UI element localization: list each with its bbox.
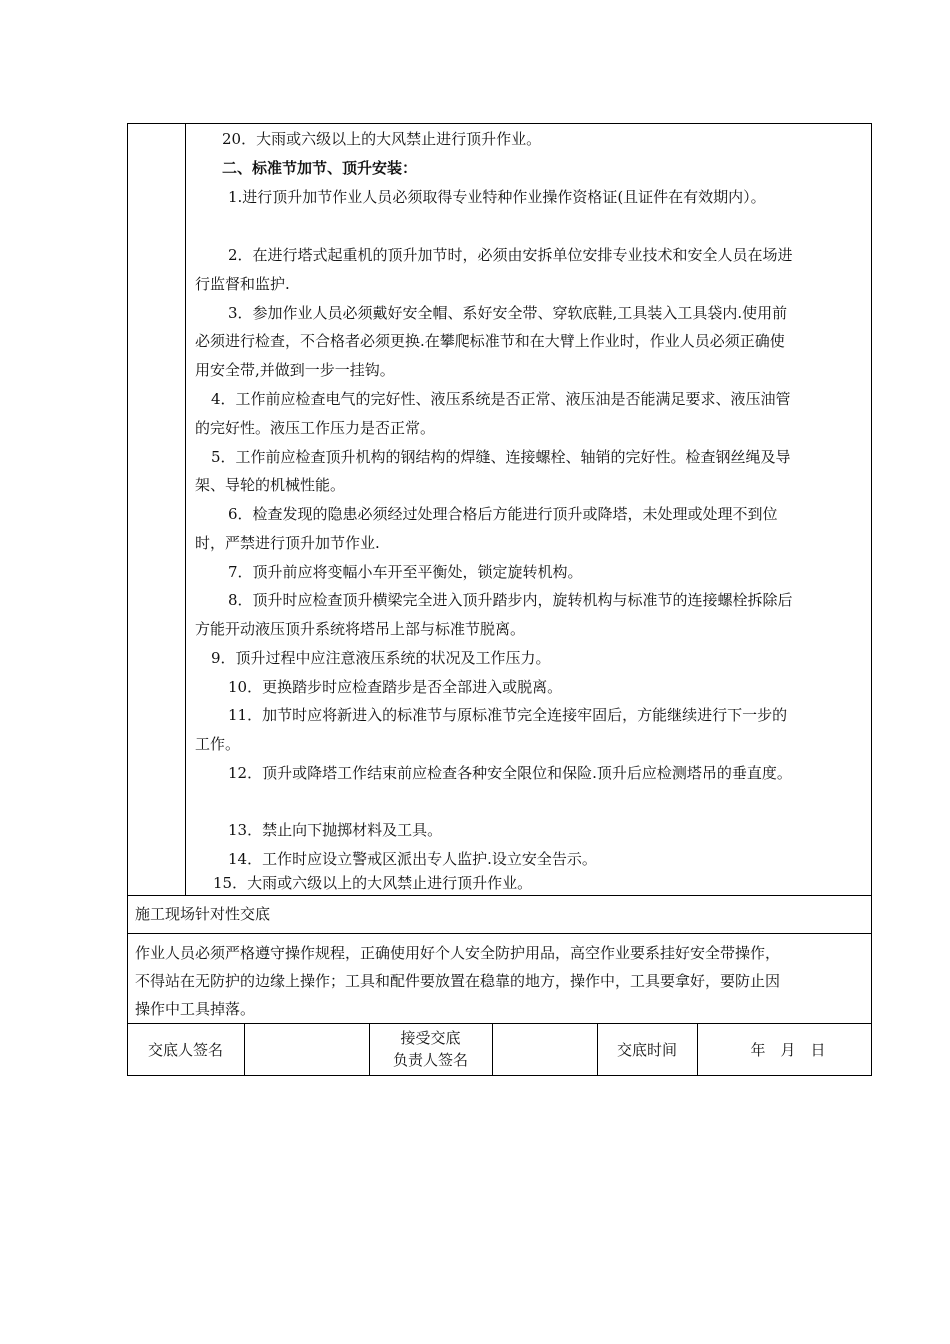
rule-line: 6．检查发现的隐患必须经过处理合格后方能进行顶升或降塔，未处理或处理不到位 bbox=[228, 505, 778, 523]
rule-line: 3．参加作业人员必须戴好安全帽、系好安全带、穿软底鞋,工具装入工具袋内.使用前 bbox=[228, 304, 788, 322]
rule-line: 必须进行检查，不合格者必须更换.在攀爬标准节和在大臂上作业时，作业人员必须正确使 bbox=[195, 332, 785, 350]
rule-line: 架、导轮的机械性能。 bbox=[195, 476, 346, 494]
rule-line: 1.进行顶升加节作业人员必须取得专业特种作业操作资格证(且证件在有效期内）。 bbox=[228, 188, 766, 206]
rule-line: 9．顶升过程中应注意液压系统的状况及工作压力。 bbox=[211, 649, 551, 667]
rule-line: 11．加节时应将新进入的标准节与原标准节完全连接牢固后，方能继续进行下一步的 bbox=[228, 706, 788, 724]
rule-line: 行监督和监护. bbox=[195, 275, 290, 293]
receiver-label-line-2: 负责人签名 bbox=[392, 1051, 468, 1069]
rule-item-20: 20．大雨或六级以上的大风禁止进行顶升作业。 bbox=[222, 130, 542, 148]
rule-line: 2．在进行塔式起重机的顶升加节时，必须由安拆单位安排专业技术和安全人员在场进 bbox=[228, 246, 793, 264]
rule-line: 4．工作前应检查电气的完好性、液压系统是否正常、液压油是否能满足要求、液压油管 bbox=[211, 390, 791, 408]
section-heading: 二、标准节加节、顶升安装： bbox=[222, 159, 418, 177]
rule-line: 14．工作时应设立警戒区派出专人监护.设立安全告示。 bbox=[228, 850, 597, 868]
rule-line: 12．顶升或降塔工作结束前应检查各种安全限位和保险.顶升后应检测塔吊的垂直度。 bbox=[228, 764, 792, 782]
rule-line: 8．顶升时应检查顶升横梁完全进入顶升踏步内，旋转机构与标准节的连接螺栓拆除后 bbox=[228, 591, 793, 609]
time-label: 交底时间 bbox=[616, 1041, 677, 1059]
date-field[interactable]: 年 月 日 bbox=[750, 1041, 826, 1059]
rule-line: 5．工作前应检查顶升机构的钢结构的焊缝、连接螺栓、轴销的完好性。检查钢丝绳及导 bbox=[211, 448, 791, 466]
receiver-signature-label bbox=[369, 1027, 492, 1071]
site-section-title: 施工现场针对性交底 bbox=[135, 905, 271, 923]
receiver-label-line-1: 接受交底 bbox=[400, 1029, 461, 1047]
rule-line: 13．禁止向下抛掷材料及工具。 bbox=[228, 821, 443, 839]
rule-line: 7．顶升前应将变幅小车开至平衡处，锁定旋转机构。 bbox=[228, 563, 583, 581]
rule-line: 工作。 bbox=[195, 735, 241, 753]
rule-line: 方能开动液压顶升系统将塔吊上部与标准节脱离。 bbox=[195, 620, 526, 638]
column-divider bbox=[697, 1023, 698, 1076]
site-line: 操作中工具掉落。 bbox=[135, 1000, 256, 1018]
giver-signature-field[interactable] bbox=[245, 1024, 369, 1076]
giver-signature-label: 交底人签名 bbox=[147, 1041, 223, 1059]
rule-line: 的完好性。液压工作压力是否正常。 bbox=[195, 419, 436, 437]
receiver-signature-field[interactable] bbox=[493, 1024, 597, 1076]
row-divider bbox=[127, 933, 872, 934]
rule-line: 10．更换踏步时应检查踏步是否全部进入或脱离。 bbox=[228, 678, 563, 696]
column-divider bbox=[185, 123, 186, 895]
rule-line: 15．大雨或六级以上的大风禁止进行顶升作业。 bbox=[213, 874, 533, 892]
site-line: 不得站在无防护的边缘上操作；工具和配件要放置在稳靠的地方，操作中，工具要拿好，要防止因 bbox=[135, 972, 781, 990]
rule-line: 用安全带,并做到一步一挂钩。 bbox=[195, 361, 395, 379]
rule-line: 时，严禁进行顶升加节作业. bbox=[195, 534, 380, 552]
site-line: 作业人员必须严格遵守操作规程，正确使用好个人安全防护用品，高空作业要系挂好安全带操作， bbox=[135, 944, 781, 962]
